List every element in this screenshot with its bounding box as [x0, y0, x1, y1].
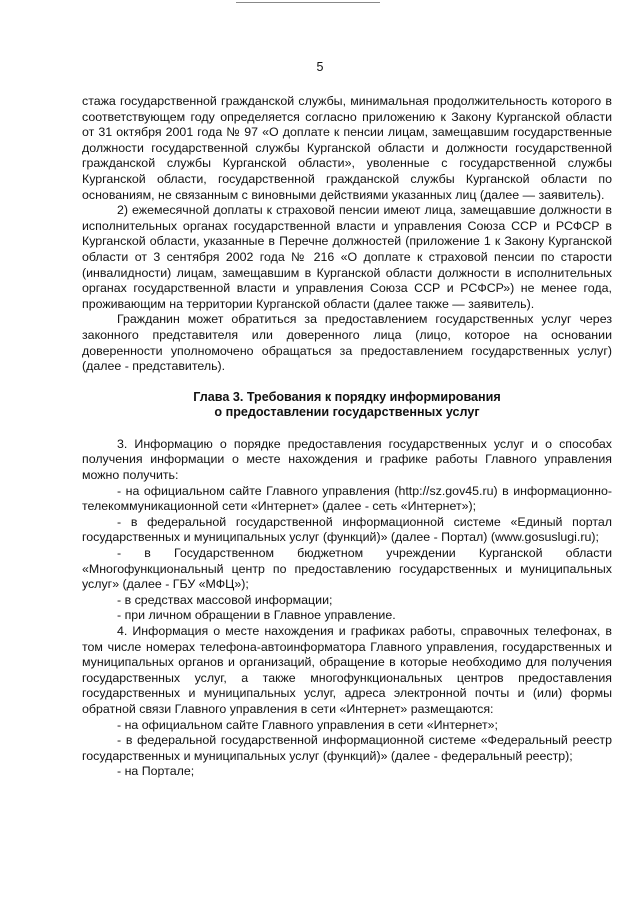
section-3-intro: 3. Информацию о порядке предоставления государственных услуг и о способах получения информации о месте нахождения и графике работы Главного управления можно получить:: [82, 436, 612, 483]
top-rule: [236, 2, 380, 3]
paragraph-representative: Гражданин может обратиться за предоставлением государственных услуг через законного представителя или доверенного лица (лицо, которое на основании доверенности уполномочено обращаться за предоставлением государственных услуг) (далее - представитель).: [82, 312, 612, 374]
paragraph-continuation: стажа государственной гражданской службы, минимальная продолжительность которого в соответствующем году определяется согласно приложению к Закону Курганской области от 31 октября 2001 года № 97 «О доплате к пенсии лицам, замещавшим государственные должности государственной службы Курганской области и должности государственной гражданской службы Курганской области», уволенные с государственной службы Курганской области, государственной гражданской службы Курганской области по основаниям, не связанным с виновными действиями указанных лиц (далее — заявитель).: [82, 94, 612, 202]
spacer: [82, 375, 612, 390]
chapter-title-line-1: Глава 3. Требования к порядку информирования: [193, 389, 501, 404]
page-number: 5: [316, 60, 324, 74]
paragraph-item-2: 2) ежемесячной доплаты к страховой пенсии имеют лица, замещавшие должности в исполнительных органах государственной власти и управления Союза ССР и РСФСР в Курганской области, указанные в Перечне должностей (приложение 1 к Закону Курганской области от 3 сентября 2002 года № 216 «О доплате к страховой пенсии по старости (инвалидности) лицам, замещавшим в Курганской области должности в исполнительных органах государственной власти и управления Союза ССР и РСФСР») не менее года, проживающим на территории Курганской области (далее также — заявитель).: [82, 203, 612, 311]
list-item: - на официальном сайте Главного управления (http://sz.gov45.ru) в информационно-телекоммуникационной сети «Интернет» (далее - сеть «Интернет»);: [82, 483, 612, 514]
list-item: - в федеральной государственной информационной системе «Единый портал государственных и муниципальных услуг (функций)» (далее - Портал) (www.gosuslugi.ru);: [82, 514, 612, 545]
list-item: - на официальном сайте Главного управления в сети «Интернет»;: [117, 717, 498, 732]
document-body: [82, 94, 612, 780]
spacer: [82, 421, 612, 437]
list-item: - в федеральной государственной информационной системе «Федеральный реестр государственных и муниципальных услуг (функций)» (далее - федеральный реестр);: [82, 733, 612, 763]
chapter-title-line-2: о предоставлении государственных услуг: [214, 405, 480, 420]
section-4-intro: 4. Информация о месте нахождения и графиках работы, справочных телефонах, в том числе номерах телефона-автоинформатора Главного управления, государственных и муниципальных органов и организаций, обращение в которые необходимо для получения государственных услуг, а также многофункциональных центров предоставления государственных и муниципальных услуг, адреса электронной почты и (или) формы обратной связи Главного управления в сети «Интернет» размещаются:: [82, 624, 612, 716]
list-item: - в Государственном бюджетном учреждении Курганской области «Многофункциональный центр по предоставлению государственных и муниципальных услуг» (далее - ГБУ «МФЦ»);: [82, 546, 612, 592]
list-item: - на Портале;: [117, 764, 195, 779]
list-item: - при личном обращении в Главное управление.: [117, 608, 396, 623]
chapter-title: [82, 390, 612, 421]
list-item: - в средствах массовой информации;: [117, 592, 333, 607]
